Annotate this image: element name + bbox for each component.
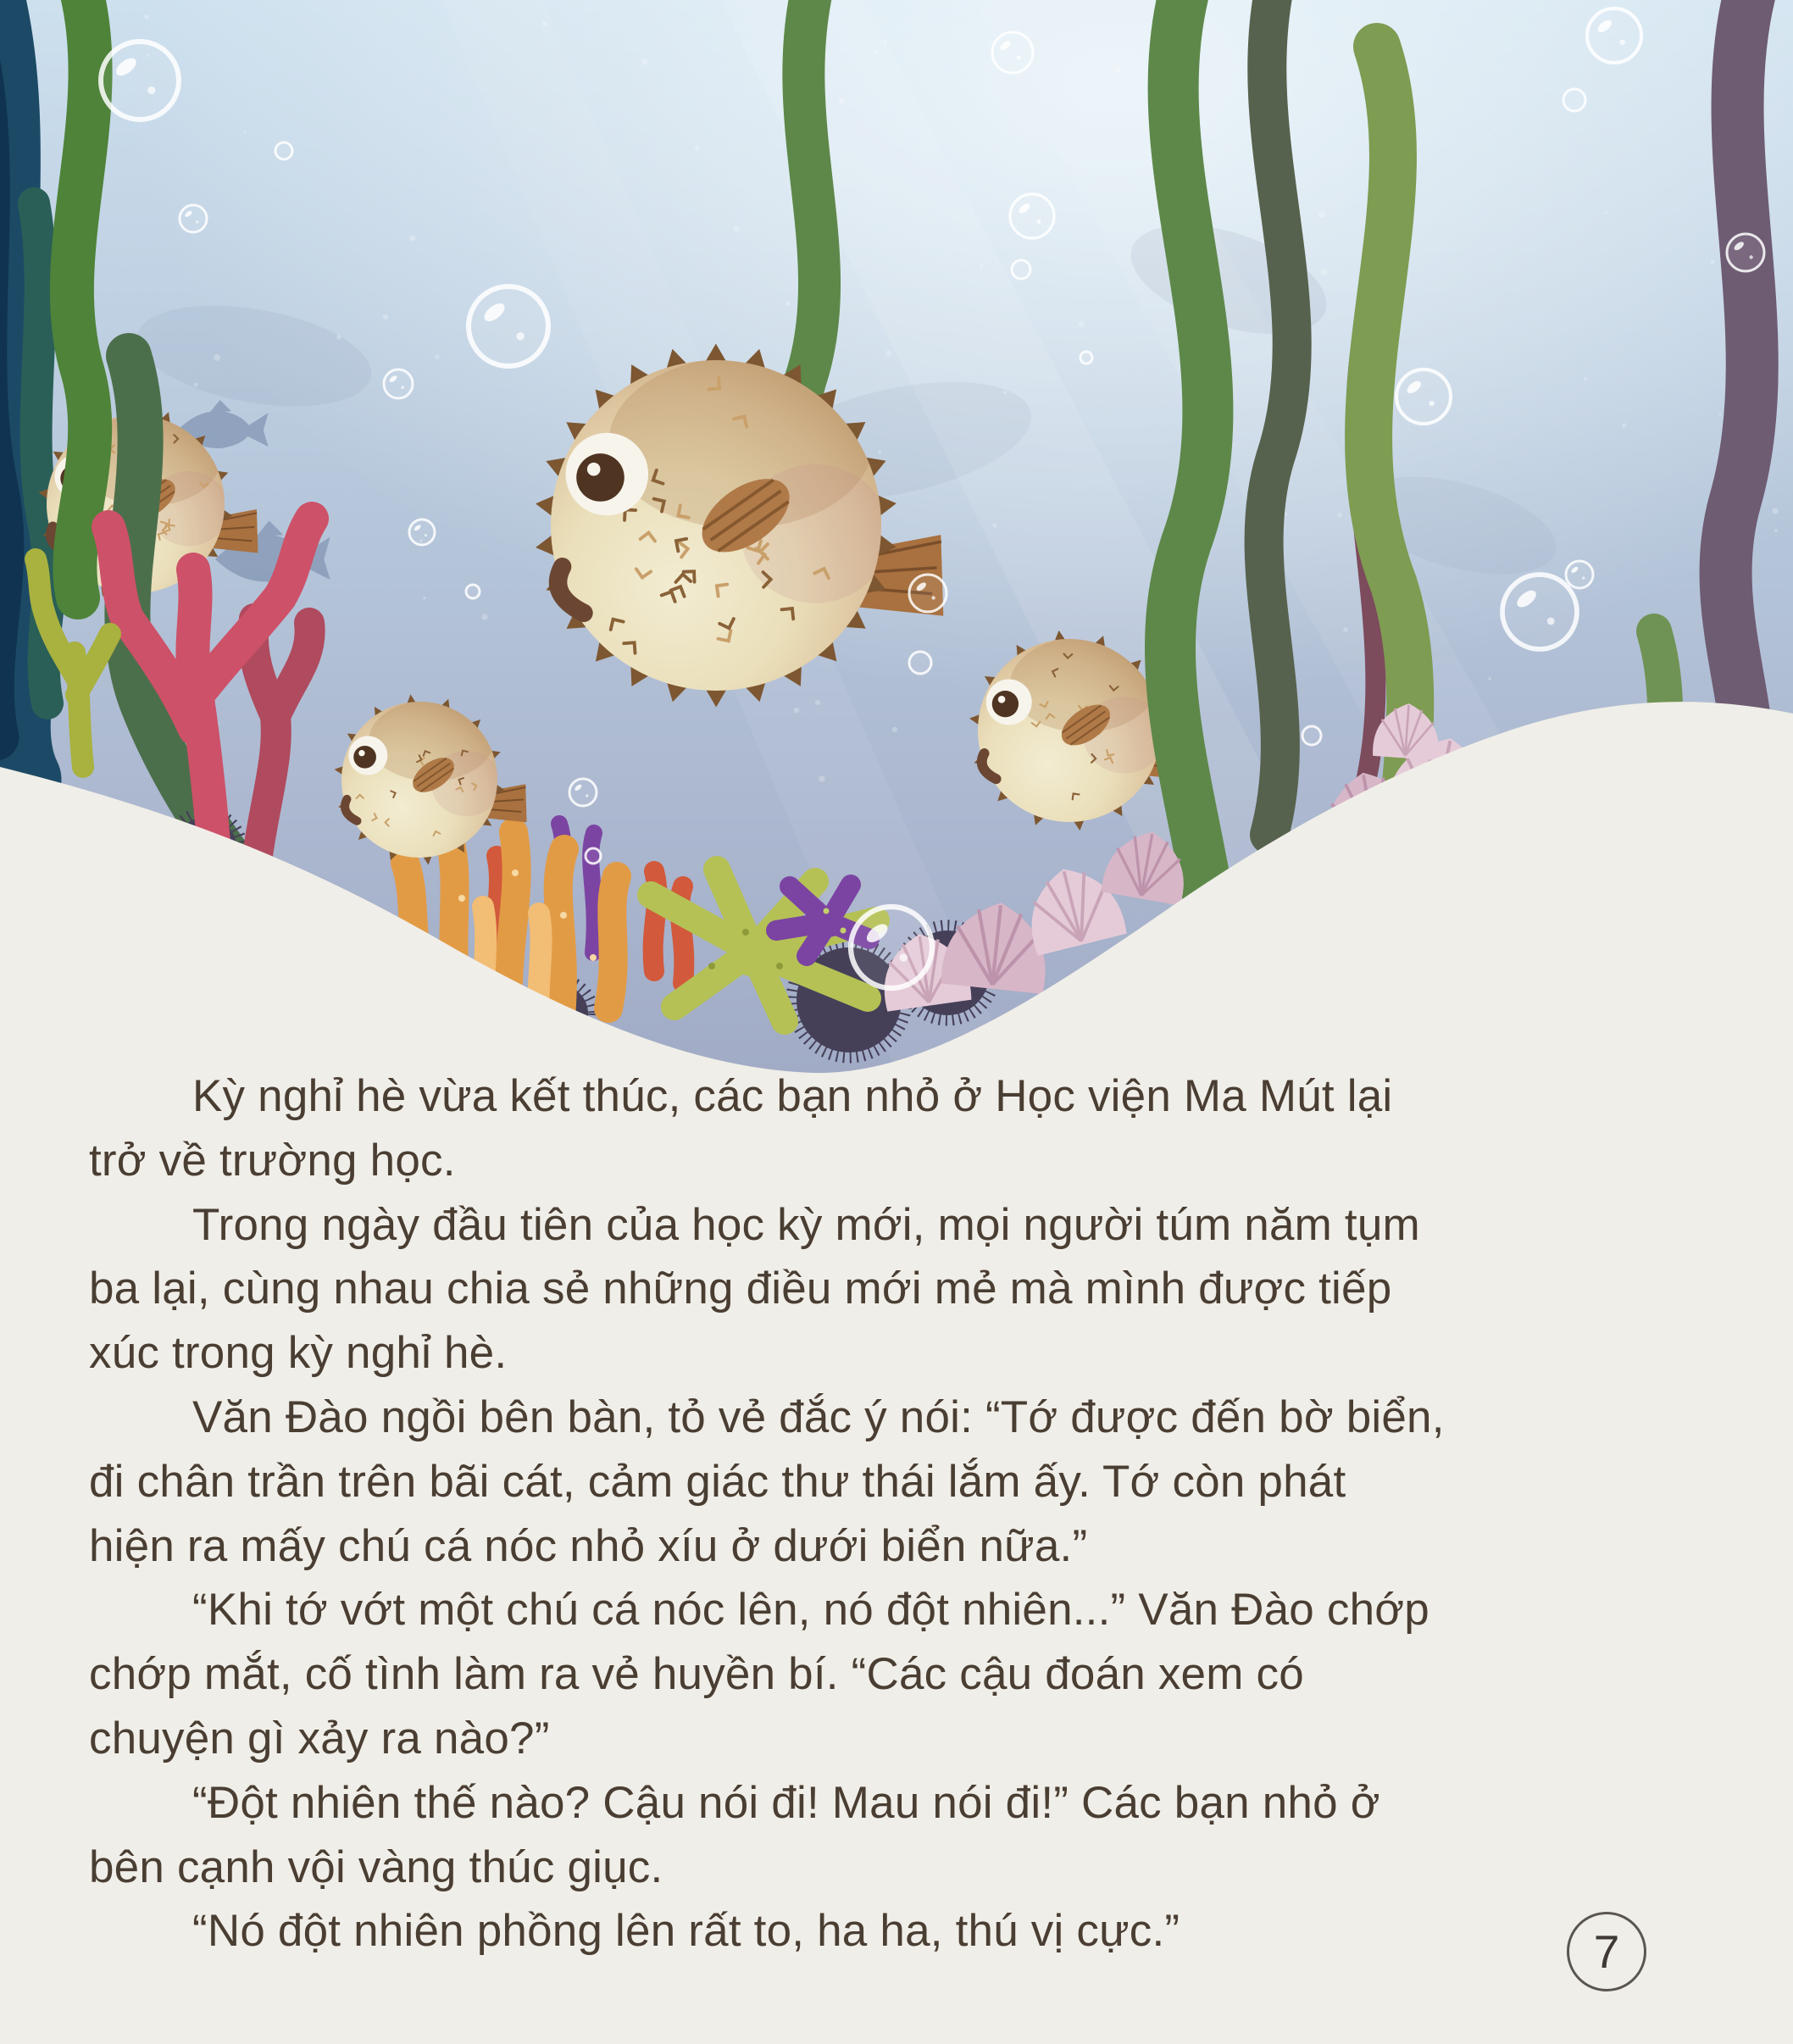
bubble-icon — [275, 142, 292, 159]
story-line: hiện ra mấy chú cá nóc nhỏ xíu ở dưới biển nữa.” — [89, 1520, 1088, 1571]
bubble-icon — [1563, 89, 1585, 111]
story-line: chuyện gì xảy ra nào?” — [89, 1713, 550, 1764]
story-line: đi chân trần trên bãi cát, cảm giác thư thái lắm ấy. Tớ còn phát — [89, 1456, 1346, 1507]
bubble-icon — [569, 779, 597, 806]
bubble-icon — [384, 369, 413, 398]
bubble-icon — [466, 585, 480, 598]
bubble-icon — [1396, 369, 1451, 424]
bubble-icon — [1566, 561, 1593, 588]
story-line: “Đột nhiên thế nào? Cậu nói đi! Mau nói đi!” Các bạn nhỏ ở — [192, 1777, 1380, 1828]
bubble-icon — [1302, 726, 1321, 745]
story-line: “Nó đột nhiên phồng lên rất to, ha ha, thú vị cực.” — [192, 1906, 1180, 1957]
story-line: trở về trường học. — [89, 1135, 456, 1186]
bubble-icon — [1010, 194, 1054, 238]
bubble-icon — [1080, 352, 1092, 364]
page-number-badge: 7 — [1567, 1912, 1646, 1991]
story-line: Kỳ nghỉ hè vừa kết thúc, các bạn nhỏ ở Học viện Ma Mút lại — [192, 1071, 1393, 1121]
story-line: “Khi tớ vớt một chú cá nóc lên, nó đột nhiên...” Văn Đào chớp — [192, 1585, 1429, 1636]
bubble-icon — [409, 519, 435, 545]
bubble-icon — [469, 286, 548, 366]
story-text — [89, 1064, 1750, 1963]
story-line: ba lại, cùng nhau chia sẻ những điều mới mẻ mà mình được tiếp — [89, 1264, 1392, 1314]
bubble-icon — [1587, 8, 1641, 63]
bubble-icon — [1727, 234, 1764, 271]
story-line: chớp mắt, cố tình làm ra vẻ huyền bí. “Các cậu đoán xem có — [89, 1649, 1304, 1700]
story-line: bên cạnh vội vàng thúc giục. — [89, 1841, 663, 1892]
bubble-icon — [101, 42, 179, 119]
bubble-icon — [851, 907, 932, 988]
story-line: Văn Đào ngồi bên bàn, tỏ vẻ đắc ý nói: “Tớ được đến bờ biển, — [192, 1391, 1445, 1442]
bubble-icon — [909, 575, 946, 612]
bubble-icon — [1012, 260, 1030, 279]
bubble-icon — [1502, 575, 1577, 649]
bubble-icon — [180, 205, 207, 232]
bubble-icon — [586, 848, 601, 864]
story-line: xúc trong kỳ nghỉ hè. — [89, 1328, 508, 1379]
story-line: Trong ngày đầu tiên của học kỳ mới, mọi người túm năm tụm — [192, 1199, 1420, 1250]
bubble-icon — [909, 652, 931, 674]
bubble-icon — [992, 32, 1033, 73]
